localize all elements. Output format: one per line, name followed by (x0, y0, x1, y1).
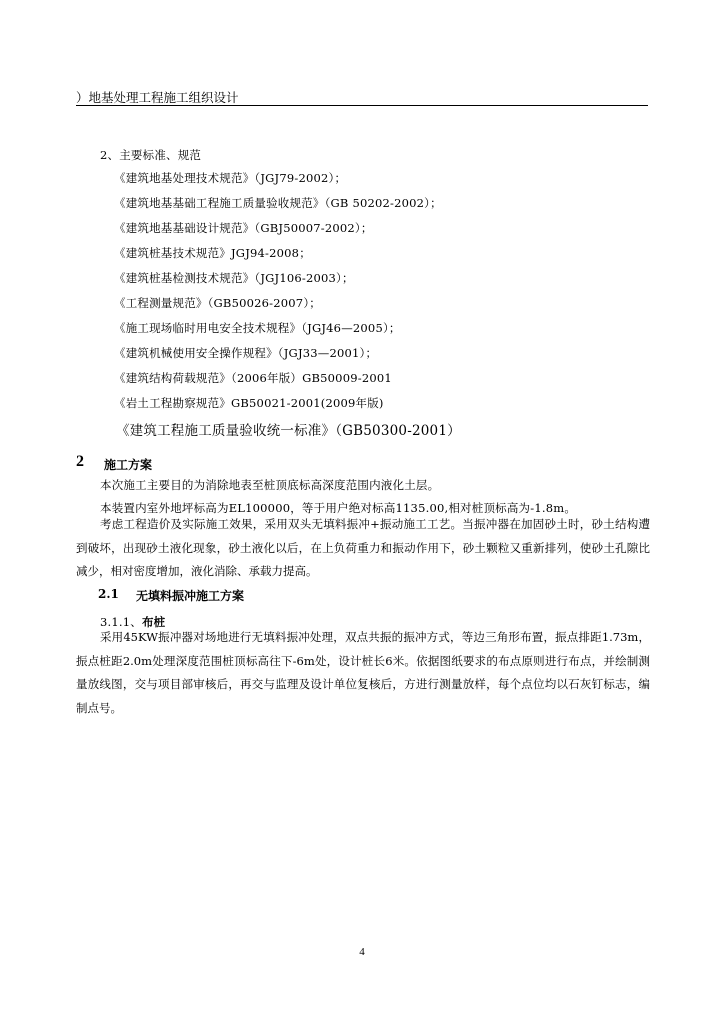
standard-item: 《岩土工程勘察规范》GB50021-2001(2009年版) (114, 396, 384, 410)
standard-item: 《建筑地基基础设计规范》（GBJ50007-2002）； (114, 221, 373, 235)
standard-item: 《建筑地基基础工程施工质量验收规范》（GB 50202-2002）； (114, 196, 442, 210)
standard-item: 《建筑结构荷载规范》（2006年版）GB50009-2001 (114, 371, 392, 385)
standard-item: 《建筑机械使用安全操作规程》（JGJ33—2001）； (114, 346, 378, 360)
page-number: 4 (359, 946, 365, 958)
standard-item-large: 《建筑工程施工质量验收统一标准》（GB50300-2001） (116, 423, 461, 439)
standard-item: 《建筑地基处理技术规范》（JGJ79-2002）； (114, 171, 347, 185)
sub-heading-title: 布桩 (141, 615, 166, 629)
subsection-number: 2.1 (98, 587, 119, 601)
plan-paragraph: 考虑工程造价及实际施工效果，采用双头无填料振冲+振动施工工艺。当振冲器在加固砂土时，砂土结构遭到破坏，出现砂土液化现象，砂土液化以后，在上负荷重力和振动作用下，砂土颗粒又重新排列，使砂土孔隙比减少，相对密度增加，液化消除、承载力提高。 (76, 517, 650, 578)
plan-line: 本次施工主要目的为消除地表至桩顶底标高深度范围内液化土层。 (100, 478, 440, 492)
subsection-title: 无填料振冲施工方案 (136, 589, 245, 603)
layout-paragraph: 采用45KW振冲器对场地进行无填料振冲处理，双点共振的振冲方式，等边三角形布置，振点排距1.73m，振点桩距2.0m处理深度范围桩顶标高往下-6m处，设计桩长6米。依据图纸要求的布点原则进行布点，并绘制测量放线图，交与项目部审核后，再交与监理及设计单位复核后，方进行测量放样，每个点位均以石灰钉标志，编制点号。 (76, 630, 650, 715)
plan-line: 本装置内室外地坪标高为EL100000，等于用户绝对标高1135.00,相对桩顶标高为-1.8m。 (100, 501, 577, 515)
header-divider (76, 105, 648, 106)
standard-item: 《建筑桩基技术规范》JGJ94-2008； (114, 246, 311, 260)
standard-item: 《建筑桩基检测技术规范》（JGJ106-2003）； (114, 271, 354, 285)
standards-title: 2、主要标准、规范 (100, 148, 202, 162)
sub-heading-number: 3.1.1、 (100, 615, 142, 629)
section-title: 施工方案 (104, 458, 153, 472)
section-number: 2 (76, 453, 84, 470)
standard-item: 《工程测量规范》（GB50026-2007）； (114, 296, 321, 310)
page-header: ）地基处理工程施工组织设计 (76, 90, 239, 105)
standard-item: 《施工现场临时用电安全技术规程》（JGJ46—2005）； (114, 321, 401, 335)
